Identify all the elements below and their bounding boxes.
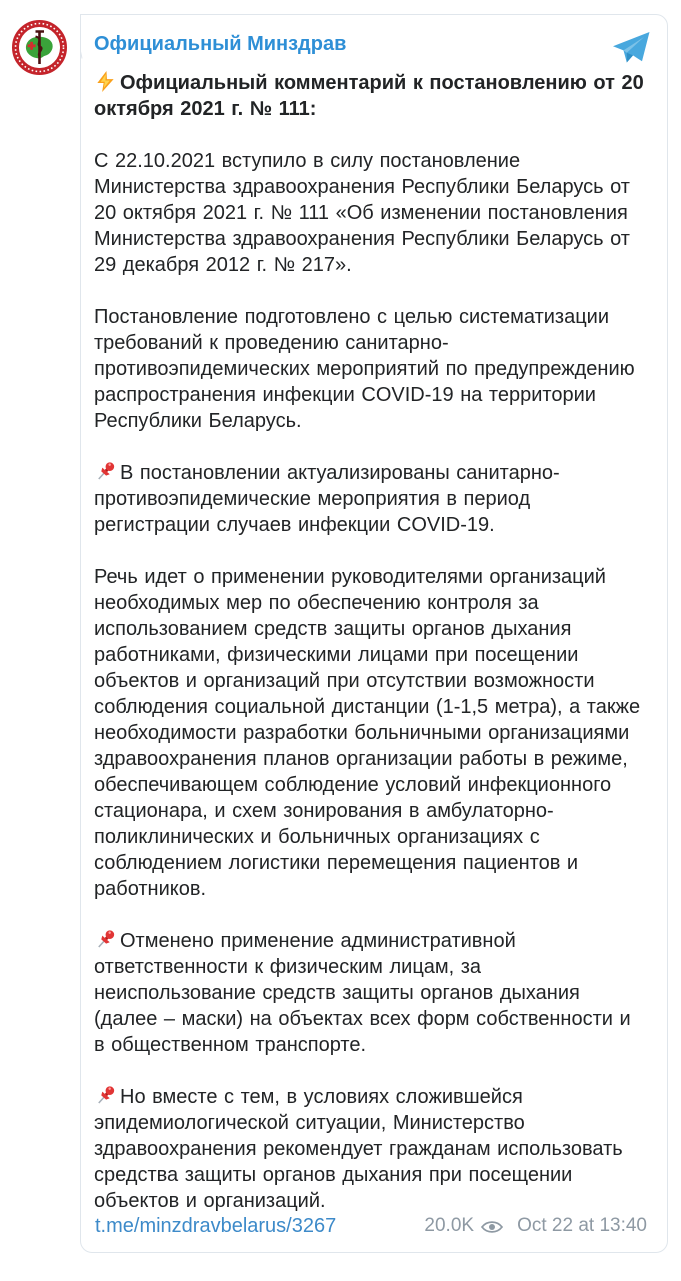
- message-paragraph: Официальный комментарий к постановлению от 20 октября 2021 г. № 111:: [94, 72, 644, 120]
- pushpin-icon: [94, 1084, 117, 1107]
- bubble-header: [94, 31, 647, 65]
- views: [424, 1213, 503, 1239]
- message-paragraph: Постановление подготовлено с целью систематизации требований к проведению санитарно-противоэпидемических мероприятий по предупреждению распространения инфекции COVID-19 на территории Республики Беларусь.: [94, 306, 635, 432]
- lightning-icon: [94, 70, 117, 93]
- telegram-plane-icon[interactable]: [611, 31, 651, 65]
- pushpin-icon: [94, 928, 117, 951]
- post-meta: [424, 1213, 647, 1239]
- message-paragraph: В постановлении актуализированы санитарно-противоэпидемические мероприятия в период регистрации случаев инфекции COVID-19.: [94, 462, 560, 536]
- channel-name-link[interactable]: Официальный Минздрав: [94, 33, 347, 55]
- views-count: 20.0K: [424, 1215, 475, 1236]
- message-paragraph: С 22.10.2021 вступило в силу постановление Министерства здравоохранения Республики Беларусь от 20 октября 2021 г. № 111 «Об изменении постановления Министерства здравоохранения Республики Беларусь от 29 декабря 2012 г. № 217».: [94, 150, 630, 276]
- channel-avatar[interactable]: [11, 19, 68, 76]
- message-footer: [95, 1213, 647, 1239]
- message-paragraph: Речь идет о применении руководителями организаций необходимых мер по обеспечению контроля за использованием средств защиты органов дыхания работниками, физическими лицами при посещении объектов и организаций при отсутствии возможности соблюдения социальной дистанции (1-1,5 метра), а также необходимости разработки больничными организациями здравоохранения планов организации работы в режиме, обеспечивающем соблюдение условий инфекционного стационара, и схем зонирования в амбулаторно-поликлинических и больничных организациях с соблюдением логистики перемещения пациентов и работников.: [94, 566, 641, 900]
- bubble-tail: [80, 14, 82, 59]
- message-bubble: [80, 14, 668, 1253]
- message-paragraph: Отменено применение административной ответственности к физическим лицам, за неиспользование средств защиты органов дыхания (далее – маски) на объектах всех форм собственности и в общественном транспорте.: [94, 930, 631, 1056]
- pushpin-icon: [94, 460, 117, 483]
- post-link[interactable]: t.me/minzdravbelarus/3267: [95, 1215, 337, 1237]
- post-date: Oct 22 at 13:40: [517, 1215, 647, 1236]
- eye-icon: [481, 1219, 503, 1235]
- minzdrav-emblem-icon: [11, 19, 68, 76]
- message-text: [94, 70, 647, 1214]
- message-paragraph: Но вместе с тем, в условиях сложившейся эпидемиологической ситуации, Министерство здравоохранения рекомендует гражданам использовать средства защиты органов дыхания при посещении объектов и организаций.: [94, 1086, 623, 1212]
